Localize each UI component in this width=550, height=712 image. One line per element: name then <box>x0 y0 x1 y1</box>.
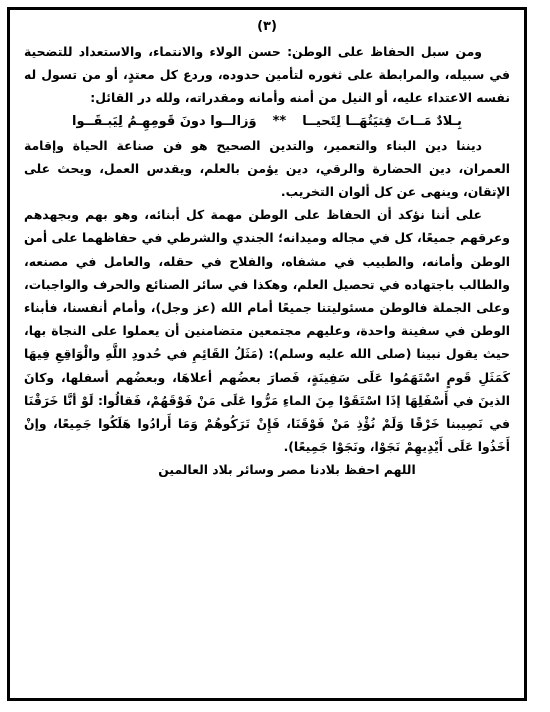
paragraph-shared-responsibility: على أننا نؤكد أن الحفاظ على الوطن مهمة كل أبنائه، وهو بهم وبجهدهم وعرقهم جميعًا، كل في مجاله وميدانه؛ الجندي والشرطي في حفاظهما على أمن الوطن وأمانه، والطبيب في مشفاه، والفلاح في حقله، والعامل في مصنعه، والطالب باجتهاده في تحصيل العلم، وهكذا في سائر الصنائع والحرف والواجبات، وعلى الجملة فالوطن مسئوليتنا جميعًا أمام الله (عز وجل)، وأمام أنفسنا، فأبناء الوطن في سفينة واحدة، وعليهم مجتمعين متضامنين أن يعملوا على النجاة بها، حيث يقول نبينا (صلى الله عليه وسلم): (مَثَلُ القَائِمِ في حُدودِ اللَّهِ والْوَاقِعِ فِيهَا كَمَثَلِ قَومٍ اسْتَهَمُوا عَلَى سَفِينَةٍ، فَصارَ بعضُهم أعلاهَا، وبعضُهم أسفلها، وكانَ الذينَ في أَسْفَلِهَا إذَا اسْتَقَوْا مِنَ الماءِ مَرُّوا عَلَى مَنْ فَوْقَهُمْ، فَقالُوا: لَوْ أنَّا خَرَقْنَا في نَصِيبنا خَرْقًا وَلَمْ نُؤْذِ مَنْ فَوْقَنَا، فَإِنْ تَرَكُوهُمْ وَمَا أَرادُوا هَلَكُوا جَمِيعًا، وإنْ أَخَذُوا عَلَى أَيْدِيهِمْ نَجَوْا، ونَجَوْا جَمِيعًا). <box>24 207 510 455</box>
paragraph-homeland-defense: ومن سبل الحفاظ على الوطن: حسن الولاء والانتماء، والاستعداد للتضحية في سبيله، والمرابطة على ثغوره لتأمين حدوده، وردع كل معتدٍ، أو من تسول له نفسه الاعتداء عليه، أو النيل من أمنه وأمانه ومقدراته، ولله در القائل: <box>24 44 510 106</box>
paragraph-religion-construction: ديننا دين البناء والتعمير، والتدين الصحيح هو فن صناعة الحياة وإقامة العمران، دين الحضارة والرقي، دين يؤمن بالعلم، ويقدس العمل، ويحث على الإتقان، وينهى عن كل ألوان التخريب. <box>24 137 510 200</box>
poem-verse <box>24 110 510 134</box>
closing-prayer: اللهم احفظ بلادنا مصر وسائر بلاد العالمين <box>158 462 416 478</box>
poem-hemistich-right: بِـلادٌ مَــاتَ فِتيَتُهَــا لِتَحيــا <box>302 113 462 129</box>
poem-separator: ** <box>272 113 287 129</box>
page-number: (٣) <box>257 19 277 34</box>
page-content <box>24 16 510 482</box>
poem-hemistich-left: وَزالــوا دونَ قَومِهِـمُ لِيَبـقَــوا <box>72 113 257 129</box>
page-frame <box>7 7 527 701</box>
